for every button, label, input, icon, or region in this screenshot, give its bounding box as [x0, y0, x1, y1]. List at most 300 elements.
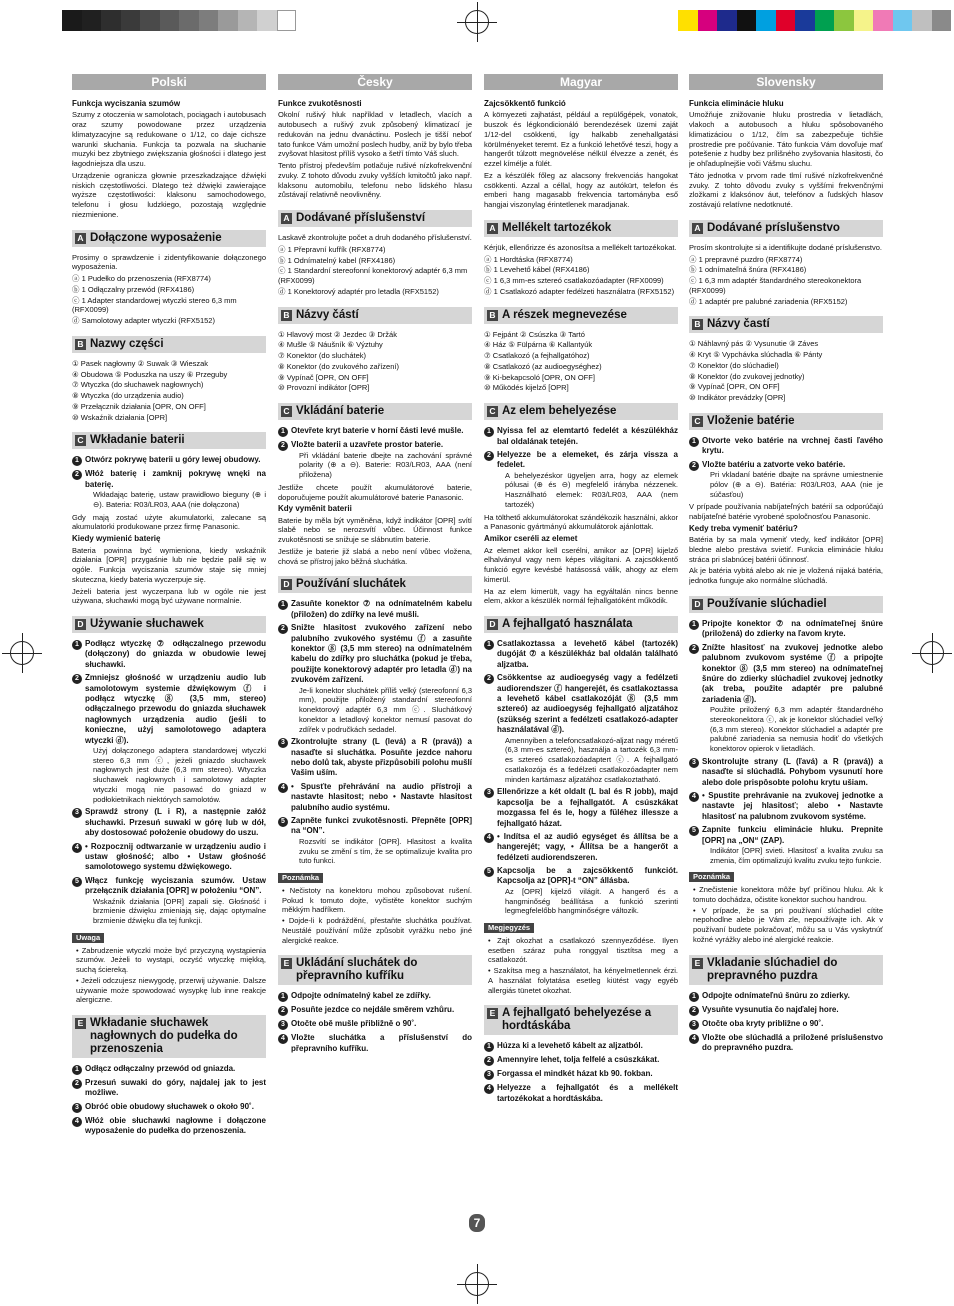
paragraph: Laskavě zkontrolujte počet a druh dodaného příslušenství.	[278, 233, 472, 243]
section-c	[278, 403, 472, 566]
step-number-badge: 5	[72, 877, 82, 887]
section-title: Wkładanie baterii	[90, 434, 185, 447]
section-title: Ukládání sluchátek do přepravního kufříku	[296, 957, 418, 983]
step-body	[85, 455, 266, 466]
step-item	[484, 1041, 678, 1052]
step-instruction: Sprawdź strony (L i R), a następnie załóż słuchawki. Przesuń suwaki w górę lub w dół, aby dostosować położenie obudowy do uszu.	[85, 807, 266, 838]
step-note: A behelyezéskor ügyeljen arra, hogy az elemek pólusai (⊕ és ⊖) megfelelő irányba nézzenek. Használható elemek: R03/LR03, AAA (nem tartozék)	[505, 470, 678, 509]
registration-mark-left	[2, 633, 42, 673]
step-instruction: • Spustite prehrávanie na zvukovej jednotke a nastavte jej hlasitosť; alebo • Nastavte hlasitosť na palubnom zvukovom systéme.	[702, 791, 883, 821]
step-instruction: Odłącz odłączalny przewód od gniazda.	[85, 1064, 236, 1074]
note-label: Poznámka	[689, 872, 734, 882]
paragraph: Baterie by měla být vyměněna, když indikátor [OPR] svítí slabě nebo se nerozsvítí vůbec. Účinnost funkce zvukotěsnosti se snižuje se slábnutím baterie.	[278, 515, 472, 545]
section-letter-badge: C	[487, 406, 498, 417]
step-body	[497, 787, 678, 829]
step-note: Amennyiben a telefoncsatlakozó-aljzat nagy méretű (6,3 mm-es sztereó), használja a tartozék 6,3 mm-es sztereó csatlakozóadaptert ⓒ. A fejhallgató csatlakozója és a fedélzeti csatlakozóadapter nem minden kartámasz aljzatához csatlakoztatható.	[505, 735, 678, 784]
section-title: A fejhallgató használata	[502, 618, 633, 631]
paragraph: Jestliže je baterie již slabá a nebo není vůbec vložena, chová se přístroj jako běžná sluchátka.	[278, 546, 472, 566]
note-item: • Jeżeli odczujesz niewygodę, przerwij używanie. Dalsze używanie może spowodować wysypkę lub inne reakcje alergiczne.	[76, 975, 266, 1005]
step-number-badge: 1	[72, 1065, 82, 1075]
section-d	[689, 596, 883, 945]
step-number-badge: 4	[72, 843, 82, 853]
step-body	[85, 639, 266, 670]
list-item: ⓓ 1 Csatlakozó adapter fedélzeti használatra (RFX5152)	[484, 286, 675, 296]
step-number-badge: 2	[484, 674, 494, 684]
paragraph: Szumy z otoczenia w samolotach, pociągach i autobusach oraz szumy powodowane przez urządzenia klimatyzacyjne są redukowane o 1/12, co daje cichsze warunki słuchania. Funkcja ta pozwala na słuchanie muzyki bez zbytniego zwiększania głośności i dlatego jest łagodniejsza dla uszu.	[72, 110, 266, 169]
step-item	[72, 469, 266, 509]
section-letter-badge: B	[281, 310, 292, 321]
section-e	[689, 955, 883, 1054]
step-body	[291, 599, 472, 620]
section-title: A fejhallgató behelyezése a hordtáskába	[502, 1007, 652, 1033]
step-item	[278, 623, 472, 734]
list-item: ⑩ Provozní indikátor [OPR]	[278, 383, 370, 393]
paragraph: Táto jednotka v prvom rade tlmí rušivé nízkofrekvenčné zvuky. Z tohto dôvodu zvuky s vyššími frekvenčnými zložkami z klaksónov áut, telefónov a ľudských hlasov zostávajú relatívne nedotknuté.	[689, 170, 883, 210]
section-heading	[278, 955, 472, 985]
step-body	[291, 816, 472, 866]
paragraph: V prípade používania nabíjateľných batérií sa odporúčajú nabíjateľné batérie vyrobené spoločnosťou Panasonic.	[689, 502, 883, 522]
list-item: ⓐ 1 Přepravní kufřík (RFX8774)	[278, 244, 386, 254]
step-number-badge: 2	[72, 674, 82, 684]
step-item	[484, 450, 678, 510]
step-body	[702, 460, 883, 500]
step-number-badge: 3	[689, 1020, 699, 1030]
step-body	[85, 842, 266, 873]
section-letter-badge: C	[281, 406, 292, 417]
paragraph: Prosím skontrolujte si a identifikujte dodané príslušenstvo.	[689, 242, 883, 252]
list-item: ⓒ 1 6,3 mm-es sztereó csatlakozóadapter (RFX0099)	[484, 276, 664, 286]
language-heading: Magyar	[484, 74, 678, 90]
section-letter-badge: E	[75, 1018, 86, 1029]
step-number-badge: 2	[484, 451, 494, 461]
step-body	[702, 1019, 883, 1030]
section-title: Dołączone wyposażenie	[90, 231, 222, 244]
subsection-title: Kiedy wymienić baterię	[72, 534, 161, 544]
step-instruction: Helyezze a fejhallgatót és a mellékelt tartozékokat a hordtáskába.	[497, 1083, 678, 1103]
section-heading	[72, 432, 266, 449]
color-swatch	[854, 10, 874, 31]
step-body	[85, 1064, 266, 1075]
step-body	[291, 782, 472, 813]
section-b	[484, 307, 678, 394]
section-e	[484, 1005, 678, 1104]
section-letter-badge: D	[692, 599, 703, 610]
list-item: ⓒ 1 Standardní stereofonní konektorový adaptér 6,3 mm (RFX0099)	[278, 266, 468, 286]
section-heading	[484, 307, 678, 324]
step-item	[689, 757, 883, 788]
section-letter-badge: E	[281, 958, 292, 969]
step-instruction: Otočte oba kryty približne o 90˚.	[702, 1018, 824, 1028]
step-item	[689, 460, 883, 500]
step-body	[702, 791, 883, 822]
paragraph: Jeżeli bateria jest wyczerpana lub w ogóle nie jest używana, słuchawki mogą być używane normalnie.	[72, 586, 266, 606]
color-swatch	[160, 10, 180, 31]
subsection-title: Amikor cseréli az elemet	[484, 534, 578, 544]
step-body	[497, 1069, 678, 1080]
section-a	[278, 210, 472, 297]
step-note: Indikátor [OPR] svieti. Hlasitosť a kvalita zvuku sa zmenia, čím optimalizujú kvalitu zvuku tejto funkcie.	[710, 845, 883, 865]
step-number-badge: 2	[689, 644, 699, 654]
list-item: ⑧ Konektor (do zvukového zařízení)	[278, 361, 399, 371]
step-body	[702, 991, 883, 1002]
step-number-badge: 3	[72, 808, 82, 818]
section-e	[278, 955, 472, 1054]
list-item: ⑩ Indikátor prevádzky [OPR]	[689, 393, 786, 403]
step-item	[689, 791, 883, 822]
step-number-badge: 4	[278, 783, 288, 793]
section-heading	[72, 336, 266, 353]
section-heading	[278, 576, 472, 593]
section-letter-badge: D	[487, 619, 498, 630]
step-instruction: Pripojte konektor ⑦ na odnímateľnej šnúre (priložená) do zdierky na ľavom kryte.	[702, 618, 883, 639]
list-item: ⓑ 1 Levehető kábel (RFX4186)	[484, 265, 590, 275]
list-item: ⑦ Konektor (do sluchátek)	[278, 351, 367, 361]
step-note: Pri vkladaní batérie dbajte na správne umiestnenie pólov (⊕ a ⊖). Batéria: R03/LR03, AAA (nie je súčasťou)	[710, 470, 883, 499]
section-letter-badge: A	[692, 223, 703, 234]
section-c	[689, 413, 883, 586]
step-instruction: Odpojte odnímateľnú šnúru zo zdierky.	[702, 990, 850, 1000]
step-item	[72, 455, 266, 466]
step-item	[689, 1033, 883, 1054]
section-heading	[72, 230, 266, 247]
paragraph: Umožňuje znižovanie hluku prostredia v lietadlách, vlakoch a autobusoch a hluku spôsobovaného klimatizáciou o 1/12, čím sa zabezpečuje tichšie prostredie pre počúvanie. Táto funkcia Vám dovoľuje mať potešenie z hudby bez prílišného zvyšovania hlasitosti, čo je ohľaduplnejšie voči Vášmu sluchu.	[689, 110, 883, 169]
section-heading	[689, 596, 883, 613]
step-instruction: Zkontrolujte strany (L (levá) a R (pravá)) a nasaďte si sluchátka. Posuňte jezdce nahoru nebo dolů tak, abyste přizpůsobili polohu mušlí Vašim uším.	[291, 737, 472, 778]
list-item: ⑧ Wtyczka (do urządzenia audio)	[72, 391, 184, 401]
step-instruction: Kapcsolja be a zajcsökkentő funkciót. Kapcsolja az [OPR]-t “ON” állásba.	[497, 866, 678, 886]
column-slovensky	[689, 74, 883, 1234]
registration-mark-top-center	[457, 2, 497, 42]
step-instruction: Vysuňte vysunutia čo najďalej hore.	[702, 1004, 839, 1014]
list-item: ⓒ 1 Adapter standardowej wtyczki stereo 6,3 mm (RFX0099)	[72, 295, 237, 315]
color-swatch	[62, 10, 82, 31]
section-letter-badge: D	[75, 619, 86, 630]
section-title: Používanie slúchadiel	[707, 597, 827, 610]
step-number-badge: 2	[484, 1056, 494, 1066]
step-body	[291, 623, 472, 734]
list-item: ⑩ Wskaźnik działania [OPR]	[72, 412, 168, 422]
page-number: 7	[469, 1214, 485, 1232]
step-number-badge: 1	[72, 456, 82, 466]
note-item: • Dojde-li k podráždění, přestaňte sluchátka používat. Neustálé používání může způsobit vyrážku nebo jiné alergické reakce.	[282, 916, 472, 945]
step-body	[85, 876, 266, 926]
section-title: Názvy častí	[707, 318, 770, 331]
step-item	[72, 842, 266, 873]
cmyk-color-bar	[678, 10, 951, 31]
step-instruction: Ellenőrizze a két oldalt (L bal és R jobb), majd kapcsolja be a fejhallgatót. A csúszkákat mozgassa fel és le, hogy a füléhez illessze a fejhallgató házat.	[497, 787, 678, 828]
list-item: ⑨ Przełącznik działania [OPR, ON OFF]	[72, 401, 206, 411]
step-instruction: Zapněte funkci zvukotěsnosti. Přepněte [OPR] na “ON”.	[291, 816, 472, 836]
paragraph: Ez a készülék főleg az alacsony frekvenciás hangokat csökkenti. Azzal a céllal, hogy az autókürt, telefon és emberi hang magasabb frekvencia tartományba eső hangjai viszonylag érintetlenek maradjanak.	[484, 170, 678, 210]
paragraph: Ha tölthető akkumulátorokat szándékozik használni, akkor a Panasonic gyártmányú akkumulátorok ajánlottak.	[484, 512, 678, 532]
section-a	[484, 220, 678, 297]
section-title: Az elem behelyezése	[502, 405, 617, 418]
color-swatch	[140, 10, 160, 31]
section-c	[72, 432, 266, 606]
step-instruction: Nyissa fel az elemtartó fedelét a készülékház bal oldalának tetején.	[497, 426, 678, 446]
column-polski	[72, 74, 266, 1234]
color-swatch	[698, 10, 718, 31]
note-label: Megjegyzés	[484, 923, 534, 933]
step-number-badge: 1	[484, 1042, 494, 1052]
section-d	[72, 616, 266, 1005]
step-body	[85, 807, 266, 838]
color-swatch	[776, 10, 796, 31]
subsection-title: Zajcsökkentő funkció	[484, 99, 566, 108]
section-heading	[484, 1005, 678, 1035]
step-body	[497, 1083, 678, 1104]
section-letter-badge: B	[692, 319, 703, 330]
list-item: ⑦ Wtyczka (do słuchawek nagłownych)	[72, 380, 204, 390]
step-item	[72, 1064, 266, 1075]
section-title: A részek megnevezése	[502, 308, 627, 321]
step-body	[291, 1005, 472, 1016]
section-title: Mellékelt tartozékok	[502, 221, 612, 234]
list-item: ⓐ 1 Hordtáska (RFX8774)	[484, 254, 573, 264]
note-item: • V prípade, že sa pri používaní slúchadiel cítite nepohodlne alebo je Vám zle, nepoužívajte ich. Ak v používaní budete pokračovať, môžu sa u Vás vyskytnúť kožné vyrážky alebo iné alergické reakcie.	[693, 905, 883, 944]
step-note: Je-li konektor sluchátek příliš velký (stereofonní 6,3 mm), použijte přiložený standardní stereofonní konektorový adaptér 6,3 mm ⓒ. Sluchátkový konektor a letadlový konektor nemusí pasovat do zdířek v područkách sedadel.	[299, 685, 472, 734]
section-a	[72, 230, 266, 326]
step-body	[702, 825, 883, 865]
section-letter-badge: A	[75, 233, 86, 244]
paragraph: Gdy mają zostać użyte akumulatorki, zalecane są akumulatorki produkowane przez firmę Panasonic.	[72, 512, 266, 532]
section-intro	[278, 99, 472, 200]
paragraph: Urządzenie ogranicza głownie przeszkadzające dźwięki niskich częstotliwości. Dlatego też dźwięki zawierające wyższe częstotliwości: klaksonu samochodowego, telefonu i głosu ludzkiego, pozostają względnie niezmienione.	[72, 170, 266, 219]
section-letter-badge: B	[487, 310, 498, 321]
list-item: ④ Ház ⑤ Fülpárna ⑥ Kallantyúk	[484, 340, 593, 350]
step-number-badge: 1	[484, 427, 494, 437]
section-letter-badge: C	[692, 416, 703, 427]
step-number-badge: 5	[278, 817, 288, 827]
step-body	[85, 469, 266, 509]
step-item	[689, 1005, 883, 1016]
list-item: ⓓ Samolotowy adapter wtyczki (RFX5152)	[72, 316, 215, 326]
section-heading	[278, 403, 472, 420]
section-letter-badge: C	[75, 435, 86, 446]
step-instruction: Otwórz pokrywę baterii u góry lewej obudowy.	[85, 455, 261, 465]
language-heading: Česky	[278, 74, 472, 90]
section-heading	[72, 1015, 266, 1058]
section-heading	[484, 403, 678, 420]
step-item	[484, 673, 678, 784]
subsection-title: Funkcja wyciszania szumów	[72, 99, 181, 108]
step-instruction: Otočte obě mušle přibližně o 90˚.	[291, 1019, 417, 1029]
language-heading: Polski	[72, 74, 266, 90]
step-instruction: Znížte hlasitosť na zvukovej jednotke alebo palubnom zvukovom systéme ⓕ a pripojte konektor ⑧ (3,5 mm stereo) na odnímateľnej šnúre do zdierky slúchadiel zvukovej jednotky (ak treba, použite adaptér pre palubné zariadenia ⓓ).	[702, 642, 883, 704]
step-body	[497, 866, 678, 916]
list-item: ⓑ 1 Odłączalny przewód (RFX4186)	[72, 284, 195, 294]
paragraph: Kérjük, ellenőrizze és azonosítsa a mellékelt tartozékokat.	[484, 242, 677, 252]
step-body	[291, 737, 472, 779]
step-instruction: Húzza ki a levehető kábelt az aljzatból.	[497, 1041, 643, 1051]
subsection-title: Funkce zvukotěsnosti	[278, 99, 362, 108]
color-swatch	[932, 10, 952, 31]
section-intro	[689, 99, 883, 210]
note-item: • Nečistoty na konektoru mohou způsobovat rušení. Pokud k tomuto dojte, vyčistěte konektor suchým měkkým hadříkem.	[282, 885, 472, 915]
step-number-badge: 4	[484, 833, 494, 843]
step-item	[278, 426, 472, 437]
section-heading	[689, 413, 883, 430]
list-item: ① Hlavový most ② Jezdec ③ Držák	[278, 329, 397, 339]
step-number-badge: 1	[689, 992, 699, 1002]
step-body	[497, 832, 678, 863]
section-letter-badge: E	[692, 958, 703, 969]
step-item	[689, 619, 883, 640]
note-label: Poznámka	[278, 873, 323, 883]
section-title: Używanie słuchawek	[90, 618, 204, 631]
step-body	[291, 426, 472, 437]
note-item: • Zabrudzenie wtyczki może być przyczyną wystąpienia szumów. Jeżeli to wystąpi, oczyść wtyczkę miękką, suchą ściereką.	[76, 945, 266, 975]
section-heading	[689, 955, 883, 985]
subsection-title: Kedy treba vymeniť batériu?	[689, 523, 798, 533]
step-instruction: Odpojte odnímatelný kabel ze zdířky.	[291, 991, 431, 1001]
section-heading	[689, 220, 883, 237]
step-number-badge: 2	[278, 1006, 288, 1016]
step-instruction: Obróć obie obudowy słuchawek o około 90˚.	[85, 1101, 254, 1111]
list-item: ⓑ 1 odnímateľná šnúra (RFX4186)	[689, 265, 807, 275]
color-swatch	[199, 10, 219, 31]
color-swatch	[893, 10, 913, 31]
paragraph: A környezeti zajhatást, például a repülőgépek, vonatok, buszok és légkondicionáló berendezések üzemi zaját 1/12-del csökkenti, így halkabb zenehallgatási körülményeket teremt. Ez a funkció lehetővé teszi, hogy a hangerőt túlzott megnövelése nélkül élvezze a zenét, és ezzel kímélje a fülét.	[484, 110, 678, 169]
color-swatch	[912, 10, 932, 31]
step-body	[85, 1116, 266, 1137]
color-swatch	[238, 10, 258, 31]
list-item: ④ Obudowa ⑤ Poduszka na uszy ⑥ Przeguby	[72, 369, 228, 379]
step-note: Wkładając baterię, ustaw prawidłowo bieguny (⊕ i ⊖). Bateria: R03/LR03, AAA (nie dołączona)	[93, 490, 266, 509]
section-title: Názvy částí	[296, 308, 359, 321]
step-number-badge: 2	[278, 441, 288, 451]
section-b	[278, 307, 472, 394]
section-letter-badge: B	[75, 339, 86, 350]
step-item	[484, 787, 678, 829]
step-instruction: Vložte batériu a zatvorte veko batérie.	[702, 459, 846, 469]
step-item	[484, 866, 678, 916]
step-number-badge: 4	[689, 1034, 699, 1044]
step-instruction: Forgassa el mindkét házat kb 90. fokban.	[497, 1069, 653, 1079]
note-item: • Szakítsa meg a használatot, ha kényelmetlennek érzi. A használat folytatása esetleg kiütést vagy egyéb allergiás tünetet okozhat.	[488, 966, 678, 995]
step-instruction: Vložte sluchátka a příslušenství do přepravního kufříku.	[291, 1033, 472, 1053]
list-item: ⑧ Csatlakozó (az audioegységhez)	[484, 361, 602, 371]
color-swatch	[218, 10, 238, 31]
step-number-badge: 1	[689, 620, 699, 630]
section-b	[72, 336, 266, 423]
color-swatch	[873, 10, 893, 31]
step-number-badge: 3	[484, 788, 494, 798]
step-instruction: • Indítsa el az audió egységet és állítsa be a hangerejét; vagy, • Állítsa be a hangerőt a fedélzeti audiorendszeren.	[497, 831, 678, 862]
step-instruction: Zmniejsz głośność w urządzeniu audio lub samolotowym systemie dźwiękowym ⓕ i podłącz wtyczkę ⑧ (3,5 mm, stereo) odłączalnego przewodu do gniazda słuchawek nagłownych urządzenia audio (jeśli to konieczne, użyj samolotowego adaptera wtyczki ⓓ).	[85, 673, 266, 745]
section-intro	[72, 99, 266, 220]
step-item	[278, 1005, 472, 1016]
step-body	[85, 673, 266, 804]
section-a	[689, 220, 883, 307]
step-body	[702, 757, 883, 788]
section-heading	[484, 220, 678, 237]
step-instruction: Przesuń suwaki do góry, najdalej jak to jest możliwe.	[85, 1078, 266, 1098]
color-swatch	[678, 10, 698, 31]
step-number-badge: 1	[72, 640, 82, 650]
step-item	[278, 599, 472, 620]
step-number-badge: 3	[278, 1020, 288, 1030]
column-magyar	[484, 74, 678, 1234]
step-item	[689, 1019, 883, 1030]
step-number-badge: 1	[278, 427, 288, 437]
list-item: ① Fejpánt ② Csúszka ③ Tartó	[484, 329, 585, 339]
step-body	[497, 673, 678, 784]
step-item	[278, 816, 472, 866]
step-body	[291, 991, 472, 1002]
step-number-badge: 4	[484, 1084, 494, 1094]
section-title: Nazwy części	[90, 337, 164, 350]
note-label: Uwaga	[72, 933, 104, 943]
paragraph: Jestliže chcete použít akumulátorové baterie, doporučujeme použít akumulátorové baterie Panasonic.	[278, 482, 472, 502]
section-letter-badge: E	[487, 1008, 498, 1019]
step-instruction: • Spusťte přehrávání na audio přístroji a nastavte hlasitost; nebo • Nastavte hlasitost palubního audio systému.	[291, 781, 472, 812]
paragraph: Ak je batéria vybitá alebo ak nie je vložená nijaká batéria, jednotka funguje ako normálne slúchadlá.	[689, 566, 883, 586]
section-letter-badge: A	[487, 223, 498, 234]
column-cesky	[278, 74, 472, 1234]
paragraph: Okolní rušivý hluk například v letadlech, vlacích a autobusech a rušivý zvuk způsobený klimatizací je redukován na jednu dvanáctinu. Poslech je tišší neboť tato funkce Vám umožní poslech hudby, aniž by bylo třeba zvyšovat hlasitost přílíš vysoko a šetří tímto Váš sluch.	[278, 110, 472, 159]
step-item	[278, 737, 472, 779]
step-item	[689, 643, 883, 754]
section-d	[484, 616, 678, 995]
step-note: Użyj dołączonego adaptera standardowej wtyczki stereo 6,3 mm ⓒ, jeżeli gniazdo słuchawek nagłownych jest duże (6,3 mm stereo). Wtyczka słuchawek nagłownych i samolotowy adapter wtyczki mogą nie pasować do gniazd w podłokietnikach niektórych samolotów.	[93, 745, 266, 804]
step-number-badge: 5	[484, 867, 494, 877]
step-item	[278, 782, 472, 813]
list-item: ④ Mušle ⑤ Náušník ⑥ Výztuhy	[278, 340, 383, 350]
step-body	[497, 1041, 678, 1052]
step-note: Az [OPR] kijelző világít. A hangerő és a hangminőség beállítása a funkció szerinti legmegfelelőbb hangminőségre változik.	[505, 886, 678, 916]
list-item: ① Pasek nagłowny ② Suwak ③ Wieszak	[72, 358, 209, 368]
registration-mark-right	[912, 633, 952, 673]
registration-mark-bottom-center	[457, 1264, 497, 1304]
step-item	[484, 832, 678, 863]
list-item: ⑨ Vypínač [OPR, ON OFF]	[689, 382, 780, 392]
list-item: ① Náhlavný pás ② Vysunutie ③ Záves	[689, 339, 819, 349]
grayscale-color-bar	[62, 10, 296, 31]
step-item	[278, 991, 472, 1002]
step-item	[484, 1055, 678, 1066]
step-number-badge: 3	[689, 758, 699, 768]
list-item: ⑧ Konektor (do zvukovej jednotky)	[689, 371, 805, 381]
color-swatch	[121, 10, 141, 31]
paragraph: Bateria powinna być wymieniona, kiedy wskaźnik działania [OPR] przygaśnie lub nie będzie palił się w ogóle. Funkcja wyciszania szumów staje się mniej skuteczna, kiedy bateria wyczerpuje się.	[72, 545, 266, 584]
step-body	[497, 450, 678, 510]
step-body	[702, 643, 883, 754]
section-title: Dodávané príslušenstvo	[707, 221, 840, 234]
section-title: Dodávané příslušenství	[296, 212, 426, 225]
step-item	[689, 825, 883, 865]
color-swatch	[815, 10, 835, 31]
step-instruction: • Rozpocznij odtwarzanie w urządzeniu audio i ustaw głośność; albo • Ustaw głośność samolotowego systemu dźwiękowego.	[85, 841, 266, 872]
step-instruction: Włóż baterię i zamknij pokrywę wnęki na baterię.	[85, 469, 266, 489]
list-item: ⓐ 1 prepravné puzdro (RFX8774)	[689, 254, 803, 264]
subsection-title: Kdy vyměnit baterii	[278, 504, 352, 514]
note-item: • Znečistenie konektora môže byť príčinou hluku. Ak k tomuto dochádza, očistite konektor suchou handrou.	[693, 885, 883, 904]
step-note: Wskaźnik działania [OPR] zapali się. Głośność i brzmienie dźwięku zmieniają się, dając optymalne brzmienie dźwięku dla tej funkcji.	[93, 896, 266, 926]
step-item	[484, 1083, 678, 1104]
step-instruction: Zapnite funkciu eliminácie hluku. Prepnite [OPR] na „ON“ (ZAP).	[702, 825, 883, 845]
step-note: Při vkládání baterie dbejte na zachování správné polarity (⊕ a ⊖). Baterie: R03/LR03, AAA (není přiložena)	[299, 450, 472, 480]
section-title: Používání sluchátek	[296, 578, 406, 591]
step-number-badge: 4	[278, 1034, 288, 1044]
step-number-badge: 2	[278, 624, 288, 634]
step-instruction: Posuňte jezdce co nejdále směrem vzhůru.	[291, 1005, 455, 1015]
paragraph: Az elemet akkor kell cserélni, amikor az [OPR] kijelző elhalványul vagy nem képes világítani. A zajcsökkentő funkció egyre kevésbé hatásossá válik, ahogy az elem kimerül.	[484, 545, 678, 584]
step-number-badge: 1	[278, 992, 288, 1002]
step-number-badge: 3	[278, 738, 288, 748]
step-number-badge: 5	[689, 826, 699, 836]
paragraph: Batéria by sa mala vymeniť vtedy, keď indikátor [OPR] bledne alebo prestáva svietiť. Funkcia eliminácie hluku stráca pri slabnúcej batérii účinnosť.	[689, 535, 883, 564]
